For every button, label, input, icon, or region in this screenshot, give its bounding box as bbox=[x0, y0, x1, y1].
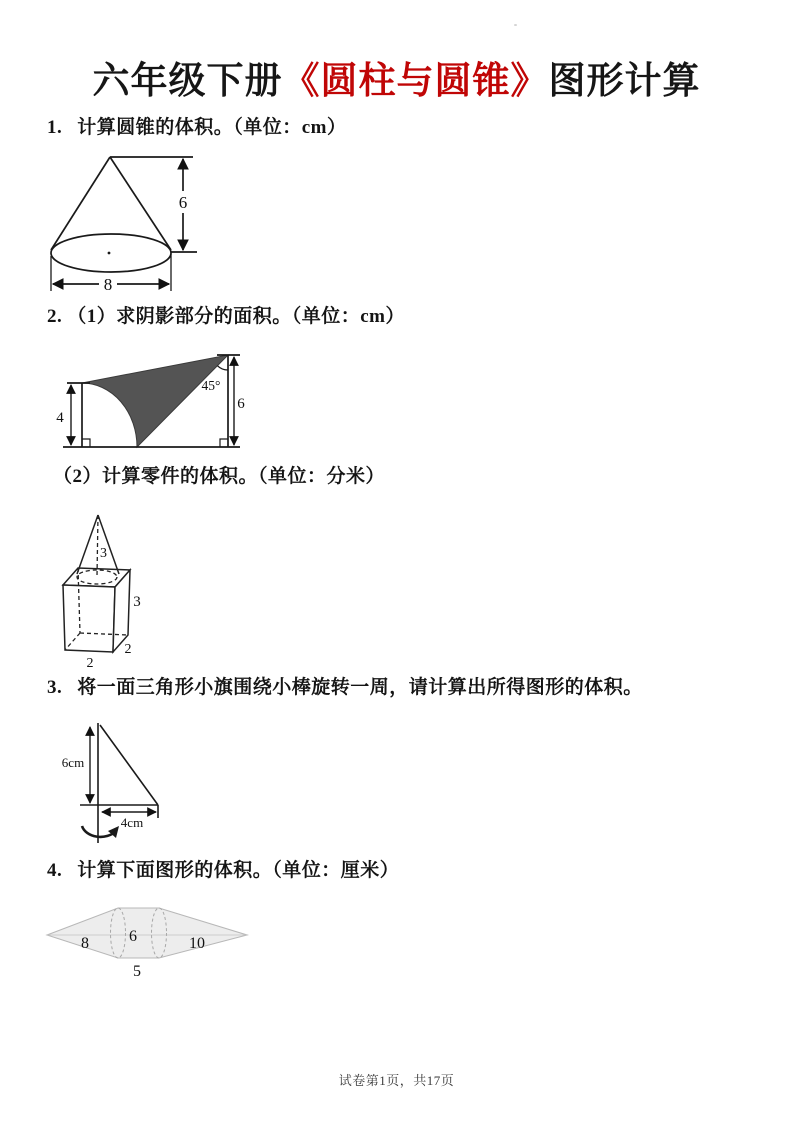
question-1-number: 1. bbox=[47, 117, 63, 138]
angle-label: 45° bbox=[201, 378, 221, 393]
question-3-text: 将一面三角形小旗围绕小棒旋转一周，请计算出所得图形的体积。 bbox=[77, 677, 643, 698]
right-right-angle-mark bbox=[220, 439, 228, 447]
base-depth-label: 2 bbox=[124, 642, 132, 657]
base-width-label: 2 bbox=[86, 656, 94, 671]
question-2-part1 bbox=[47, 304, 405, 330]
title-highlight: 《圆柱与圆锥》 bbox=[282, 61, 549, 102]
left-cone-label: 8 bbox=[81, 935, 89, 952]
cone-base-ellipse bbox=[51, 234, 171, 272]
figure-shaded-area bbox=[50, 348, 270, 462]
shaded-region bbox=[82, 355, 228, 447]
figure-component bbox=[48, 505, 178, 675]
left-right-angle-mark bbox=[82, 439, 90, 447]
question-3-number: 3. bbox=[47, 677, 63, 698]
cylinder-length-label: 5 bbox=[133, 963, 141, 980]
stray-mark bbox=[514, 24, 517, 26]
right-height-label: 6 bbox=[237, 396, 245, 412]
prism-height-label: 3 bbox=[133, 594, 141, 610]
right-cone-label: 10 bbox=[189, 935, 205, 952]
figure-cone bbox=[40, 145, 270, 305]
cone-height-label: 6 bbox=[178, 193, 188, 212]
cone-height-line bbox=[97, 515, 98, 576]
figure-flag bbox=[55, 712, 205, 852]
figure-compound-solid bbox=[38, 895, 258, 985]
question-2-number: 2. bbox=[47, 306, 63, 327]
cone-diameter-label: 8 bbox=[103, 275, 113, 294]
question-2-part2-text: （2）计算零件的体积。（单位：分米） bbox=[53, 466, 386, 487]
question-4-text: 计算下面图形的体积。（单位：厘米） bbox=[77, 860, 400, 881]
left-height-label: 4 bbox=[56, 410, 64, 426]
cylinder-diameter-label: 6 bbox=[129, 928, 137, 945]
cone-left-side bbox=[77, 515, 98, 574]
question-2-part2 bbox=[53, 464, 385, 490]
angle-arc bbox=[217, 366, 228, 370]
prism-front-face bbox=[63, 585, 115, 652]
title-suffix: 图形计算 bbox=[548, 61, 701, 102]
flag-hypotenuse bbox=[100, 725, 158, 805]
question-4-number: 4. bbox=[47, 860, 63, 881]
page-footer: 试卷第1页，共17页 bbox=[338, 1073, 455, 1088]
question-1 bbox=[47, 115, 347, 141]
cone-height-label: 3 bbox=[100, 546, 107, 561]
cone-right-side bbox=[98, 515, 119, 574]
page-title bbox=[0, 50, 793, 104]
title-prefix: 六年级下册 bbox=[92, 61, 283, 102]
question-4 bbox=[47, 858, 399, 884]
solid-silhouette bbox=[47, 908, 247, 958]
question-1-text: 计算圆锥的体积。（单位：cm） bbox=[77, 117, 347, 138]
question-3 bbox=[47, 675, 643, 701]
question-2-part1-text: （1）求阴影部分的面积。（单位：cm） bbox=[67, 306, 406, 327]
base-center-dot bbox=[108, 252, 111, 255]
base-length-label: 4cm bbox=[120, 815, 144, 830]
pole-height-label: 6cm bbox=[61, 755, 85, 770]
